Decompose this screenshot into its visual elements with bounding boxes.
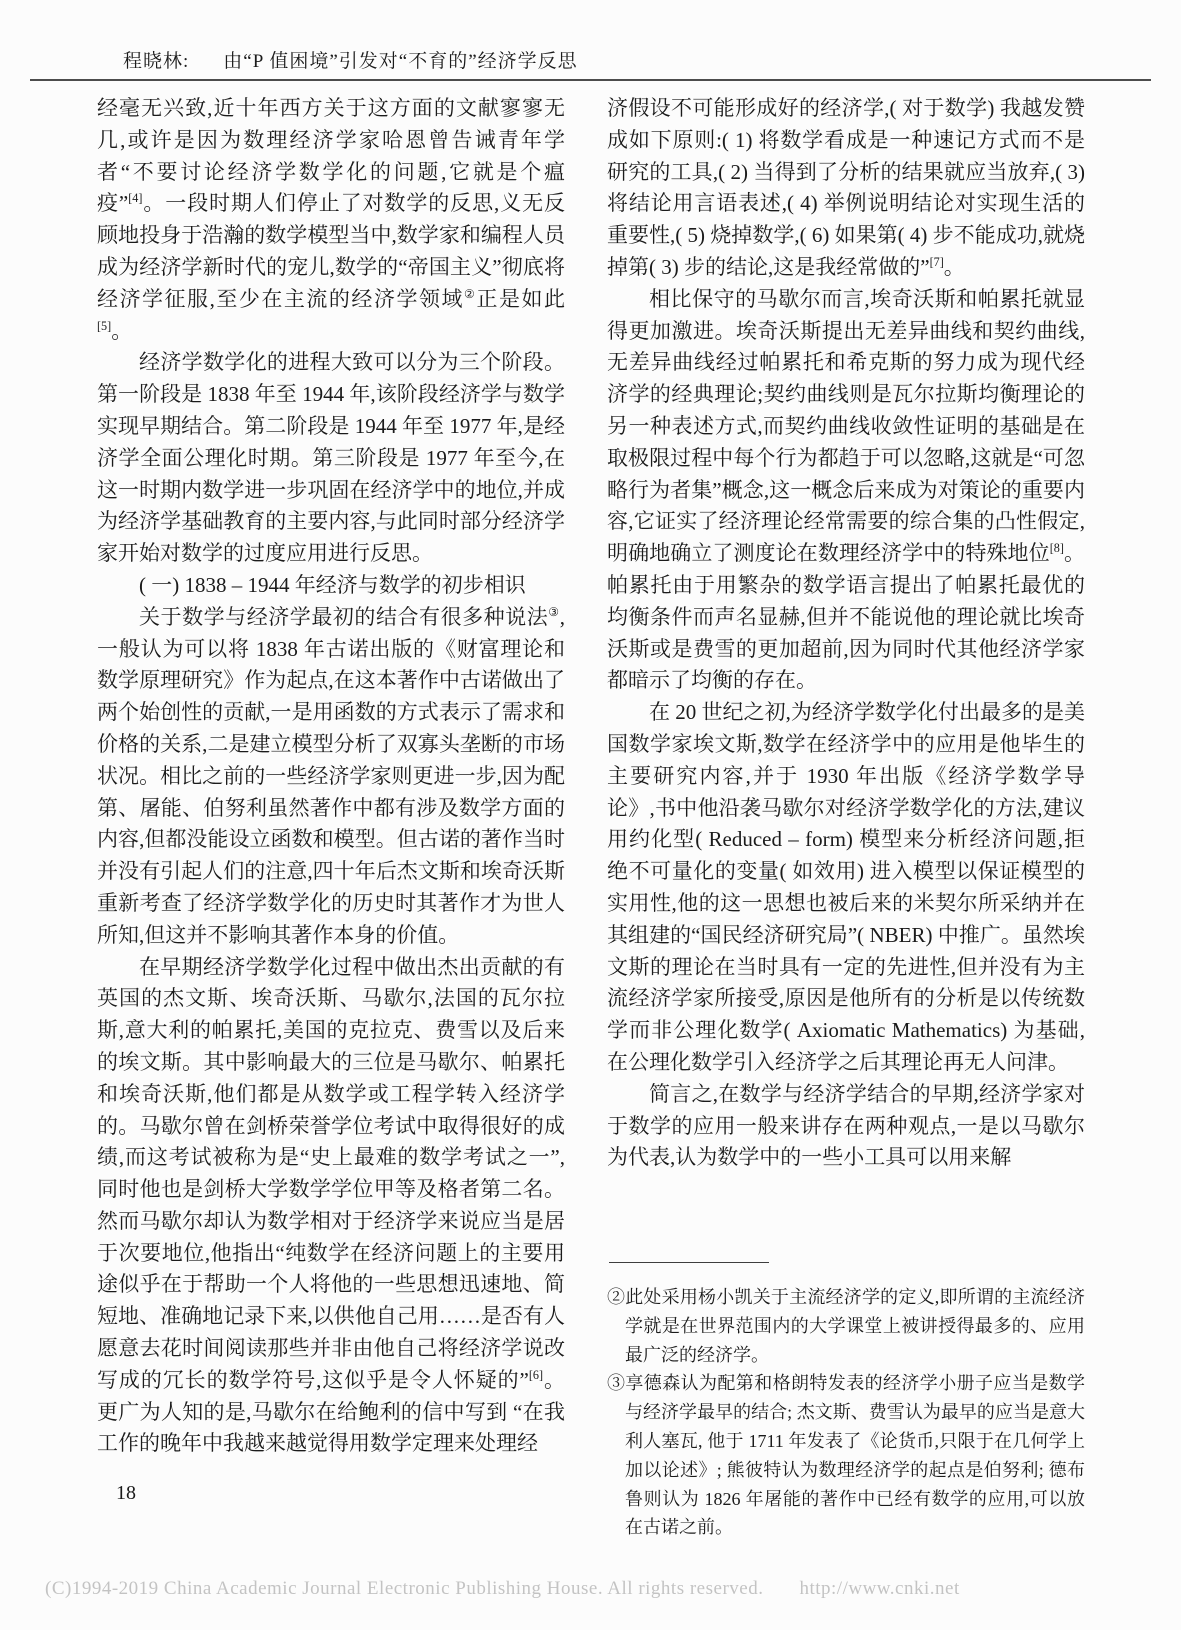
section-heading: ( 一) 1838 – 1944 年经济与数学的初步相识: [139, 572, 526, 597]
footnote-2: ②此处采用杨小凯关于主流经济学的定义,即所谓的主流经济学就是在世界范围内的大学课堂上被讲授得最多的、应用最广泛的经济学。: [607, 1287, 1085, 1365]
footnote-3: ③享德森认为配第和格朗特发表的经济学小册子应当是数学与经济学最早的结合; 杰文斯、费雪认为最早的应当是意大利人塞瓦, 他于 1711 年发表了《论货币,只限于在几何学上加以论述》; 熊彼特认为数理经济学的起点是伯努利; 德布鲁则认为 1826 年屠能的著作中已经有数学的应用,可以放在古诺之前。: [607, 1373, 1085, 1538]
header-author: 程晓林:: [123, 51, 190, 72]
paragraph-continuation: 济假设不可能形成好的经济学,( 对于数学) 我越发赞成如下原则:( 1) 将数学看成是一种速记方式而不是研究的工具,( 2) 当得到了分析的结果就应当放弃,( 3) 将结论用言语表述,( 4) 举例说明结论对实现生活的重要性,( 5) 烧掉数学,( 6) 如果第( 4) 步不能成功,就烧掉第( 3) 步的结论,这是我经常做的”[7]。: [607, 96, 1085, 279]
right-column: [607, 93, 1085, 1174]
footer-url: http://www.cnki.net: [799, 1578, 960, 1599]
header-article-title: 由“P 值困境”引发对“不育的”经济学反思: [223, 51, 578, 72]
header-rule: [30, 79, 1151, 81]
paragraph: 简言之,在数学与经济学结合的早期,经济学家对于数学的应用一般来讲存在两种观点,一是以马歇尔为代表,认为数学中的一些小工具可以用来解: [607, 1081, 1085, 1170]
paragraph-continuation: 经毫无兴致,近十年西方关于这方面的文献寥寥无几,或许是因为数理经济学家哈恩曾告诫青年学者“不要讨论经济学数学化的问题,它就是个瘟疫”[4]。一段时期人们停止了对数学的反思,义无反顾地投身于浩瀚的数学模型当中,数学家和编程人员成为经济学新时代的宠儿,数学的“帝国主义”彻底将经济学征服,至少在主流的经济学领域②正是如此[5]。: [97, 96, 566, 343]
footer-copyright: (C)1994-2019 China Academic Journal Electronic Publishing House. All rights reserved.: [45, 1578, 764, 1599]
page-header: [123, 46, 578, 73]
paragraph: 在早期经济学数学化过程中做出杰出贡献的有英国的杰文斯、埃奇沃斯、马歇尔,法国的瓦尔拉斯,意大利的帕累托,美国的克拉克、费雪以及后来的埃文斯。其中影响最大的三位是马歇尔、帕累托和埃奇沃斯,他们都是从数学或工程学转入经济学的。马歇尔曾在剑桥荣誉学位考试中取得很好的成绩,而这考试被称为是“史上最难的数学考试之一”, 同时他也是剑桥大学数学学位甲等及格者第二名。然而马歇尔却认为数学相对于经济学来说应当是居于次要地位,他指出“纯数学在经济问题上的主要用途似乎在于帮助一个人将他的一些思想迅速地、简短地、准确地记录下来,以供他自己用……是否有人愿意去花时间阅读那些并非由他自己将经济学说改写成的冗长的数学符号,这似乎是令人怀疑的”[6]。更广为人知的是,马歇尔在给鲍利的信中写到 “在我工作的晚年中我越来越觉得用数学定理来处理经: [97, 954, 565, 1456]
left-column: [97, 93, 565, 1460]
paragraph: 在 20 世纪之初,为经济学数学化付出最多的是美国数学家埃文斯,数学在经济学中的应用是他毕生的主要研究内容,并于 1930 年出版《经济学数学导论》,书中他沿袭马歇尔对经济学数学化的方法,建议用约化型( Reduced – form) 模型来分析经济问题,拒绝不可量化的变量( 如效用) 进入模型以保证模型的实用性,他的这一思想也被后来的米契尔所采纳并在其组建的“国民经济研究局”( NBER) 中推广。虽然埃文斯的理论在当时具有一定的先进性,但并没有为主流经济学家所接受,原因是他所有的分析是以传统数学而非公理化数学( Axiomatic Mathematics) 为基础,在公理化数学引入经济学之后其理论再无人问津。: [607, 700, 1085, 1074]
paragraph: 关于数学与经济学最初的结合有很多种说法③,一般认为可以将 1838 年古诺出版的《财富理论和数学原理研究》作为起点,在这本著作中古诺做出了两个始创性的贡献,一是用函数的方式表示了需求和价格的关系,二是建立模型分析了双寡头垄断的市场状况。相比之前的一些经济学家则更进一步,因为配第、屠能、伯努利虽然著作中都有涉及数学方面的内容,但都没能设立函数和模型。但古诺的著作当时并没有引起人们的注意,四十年后杰文斯和埃奇沃斯重新考查了经济学数学化的历史时其著作才为世人所知,但这并不影响其著作本身的价值。: [97, 604, 566, 947]
page-number: 18: [116, 1482, 136, 1504]
page-footer: [45, 1578, 960, 1600]
paragraph: 经济学数学化的进程大致可以分为三个阶段。第一阶段是 1838 年至 1944 年,该阶段经济学与数学实现早期结合。第二阶段是 1944 年至 1977 年,是经济学全面公理化时期。第三阶段是 1977 年至今,在这一时期内数学进一步巩固在经济学中的地位,并成为经济学基础教育的主要内容,与此同时部分经济学家开始对数学的过度应用进行反思。: [97, 350, 565, 566]
footnote-divider: [609, 1262, 769, 1263]
footnotes: [607, 1262, 1085, 1542]
paragraph: 相比保守的马歇尔而言,埃奇沃斯和帕累托就显得更加激进。埃奇沃斯提出无差异曲线和契约曲线,无差异曲线经过帕累托和希克斯的努力成为现代经济学的经典理论;契约曲线则是瓦尔拉斯均衡理论的另一种表述方式,而契约曲线收敛性证明的基础是在取极限过程中每个行为都趋于可以忽略,这就是“可忽略行为者集”概念,这一概念后来成为对策论的重要内容,它证实了经济理论经常需要的综合集的凸性假定,明确地确立了测度论在数理经济学中的特殊地位[8]。帕累托由于用繁杂的数学语言提出了帕累托最优的均衡条件而声名显赫,但并不能说他的理论就比埃奇沃斯或是费雪的更加超前,因为同时代其他经济学家都暗示了均衡的存在。: [607, 286, 1086, 693]
